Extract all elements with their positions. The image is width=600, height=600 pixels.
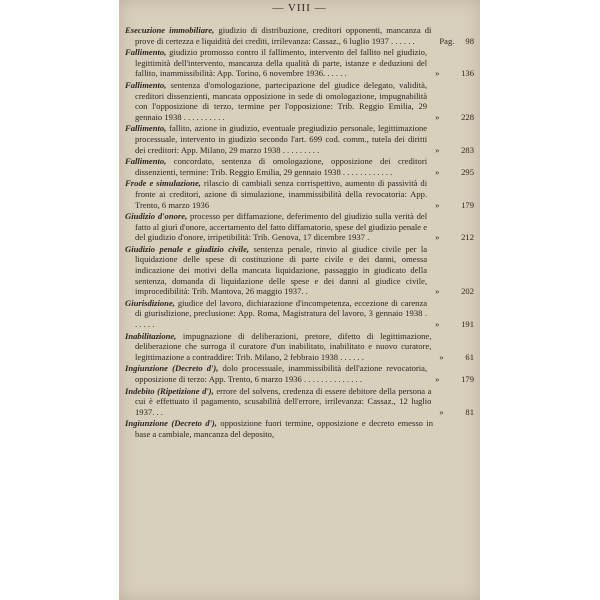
index-entry xyxy=(125,80,478,122)
entry-body: processo per diffamazione, deferimento del giudizio sulla verità del fatto al giurì d'onore, accertamento del fatto diffamatorio, spese del giudizio penale e del giudizio d'onore, irripetibilità: Trib. Genova, 17 dicembre 1937 . xyxy=(135,211,428,243)
entry-body: giudice del lavoro, dichiarazione d'incompetenza, eccezione di carenza di giurisdizione, preclusione: App. Roma, Magistratura del lavoro, 3 gennaio 1938 . . . . . . xyxy=(135,297,428,330)
page-prefix: » xyxy=(435,319,440,330)
entry-body: opposizione fuori termine, opposizione e decreto emesso in base a cambiale, mancanza del deposito, xyxy=(135,418,433,439)
entry-body: concordato, sentenza di omologazione, opposizione dei creditori dissenzienti, termine: Trib. Reggio Emilia, 29 gennaio 1938 . . . . . . . . . . . . xyxy=(135,156,428,177)
entry-body: giudizio promosso contro il fallimento, intervento del fallito nel giudizio, legittimità dell'intervento, mancanza della qualità di parte, istanze e deduzioni del fallito, inammissibilità: App. Torino, 6 novembre 1936. . . . . . xyxy=(135,47,428,79)
entry-body: giudizio di distribuzione, creditori opponenti, mancanza di prove di certezza e liquidità dei crediti, irrilevanza: Cassaz., 6 luglio 1937 . . . . . . xyxy=(135,25,432,46)
index-entries xyxy=(125,25,478,441)
page-number: 283 xyxy=(461,144,474,155)
page-number: 136 xyxy=(461,68,474,79)
entry-heading: Giudizio d'onore, xyxy=(125,211,188,222)
page-reference xyxy=(427,200,478,211)
index-entry xyxy=(125,386,478,418)
index-entry xyxy=(125,363,478,384)
page-prefix: » xyxy=(435,144,440,155)
page-reference xyxy=(431,407,478,418)
page-prefix: » xyxy=(435,166,440,177)
page-number: 202 xyxy=(461,286,474,297)
entry-heading: Fallimento, xyxy=(125,123,167,134)
page-reference xyxy=(427,68,478,79)
page-number: 61 xyxy=(465,351,474,362)
entry-text xyxy=(125,418,433,439)
page-reference xyxy=(427,167,478,178)
page-reference xyxy=(427,374,478,385)
page-prefix: » xyxy=(435,232,440,243)
index-entry xyxy=(125,25,478,46)
entry-heading: Giurisdizione, xyxy=(125,297,175,308)
page-number: 191 xyxy=(461,319,474,330)
book-page xyxy=(119,0,480,600)
page-prefix: » xyxy=(439,406,444,417)
entry-text xyxy=(125,123,427,155)
page-number: 295 xyxy=(461,166,474,177)
entry-body: rilascio di cambiali senza corrispettivo, aumento di passività di fronte ai creditori, azione di simulazione, inammissibilità della revocatoria: App. Trento, 6 marzo 1936 xyxy=(135,178,428,210)
entry-text xyxy=(125,331,431,363)
entry-heading: Giudizio penale e giudizio civile, xyxy=(125,243,250,254)
entry-body: errore del solvens, credenza di essere debitore della persona a cui è effettuato il pagamento, scusabilità dell'errore, irrilevanza: Cassaz., 12 luglio 1937. . . xyxy=(135,385,432,417)
entry-body: sentenza penale, rinvio al giudice civile per la liquidazione delle spese di costituzione di parte civile e dei danni, omessa indicazione dei motivi della mancata liquidazione, passaggio in giudicato della sentenza, domanda di liquidazione delle spese e dei danni al giudice civile, improcedibilità: Trib. Mantova, 26 maggio 1937. . xyxy=(135,243,428,297)
entry-text xyxy=(125,244,427,297)
page-prefix: » xyxy=(435,199,440,210)
index-entry xyxy=(125,331,478,363)
page-prefix: » xyxy=(435,111,440,122)
entry-body: dolo processuale, inammissibilità dell'azione revocatoria, opposizione di terzo: App. Trento, 6 marzo 1936 . . . . . . . . . . . . . . xyxy=(135,363,428,384)
index-entry xyxy=(125,123,478,155)
entry-body: sentenza d'omologazione, partecipazione del giudice delegato, validità, creditori dissenzienti, mancata opposizione in sede di omologazione, impugnabilità con l'opposizione di terzo, termine per l'opposizione: Trib. Reggio Emilia, 29 gennaio 1938 . . . . . . . . . . xyxy=(135,79,428,122)
index-entry xyxy=(125,156,478,177)
entry-text xyxy=(125,80,427,122)
entry-heading: Ingiunzione (Decreto d'), xyxy=(125,363,219,374)
entry-text xyxy=(125,178,427,210)
entry-heading: Esecuzione immobiliare, xyxy=(125,25,215,35)
entry-body: fallito, azione in giudizio, eventuale pregiudizio personale, legittimazione processuale, intervento in giudizio secondo l'art. 699 cod. comm., tutela dei diritti dei creditori: App. Milano, 29 marzo 1938 . . . . . . . . . xyxy=(135,123,428,155)
entry-heading: Fallimento, xyxy=(125,156,167,167)
page-number: 179 xyxy=(461,374,474,384)
page-header: — VIII — xyxy=(272,2,327,14)
entry-text xyxy=(125,25,431,46)
entry-heading: Indebito (Ripetizione d'), xyxy=(125,385,214,396)
page-number: 228 xyxy=(461,111,474,122)
page-reference xyxy=(431,352,478,363)
entry-heading: Ingiunzione (Decreto d'), xyxy=(125,418,217,429)
page-prefix: Pag. xyxy=(439,35,455,46)
page-prefix: » xyxy=(435,286,440,297)
entry-heading: Fallimento, xyxy=(125,79,167,90)
entry-text xyxy=(125,298,427,330)
index-entry xyxy=(125,178,478,210)
page-reference xyxy=(427,232,478,243)
page-reference xyxy=(431,36,478,47)
entry-text xyxy=(125,156,427,177)
page-reference xyxy=(427,286,478,297)
page-prefix: » xyxy=(435,68,440,79)
page-number: 179 xyxy=(461,199,474,210)
page-number: 81 xyxy=(465,406,474,417)
index-entry xyxy=(125,418,478,439)
index-entry xyxy=(125,244,478,297)
page-number: 98 xyxy=(465,35,474,46)
entry-heading: Frode e simulazione, xyxy=(125,178,201,189)
index-entry xyxy=(125,211,478,243)
page-number: 212 xyxy=(461,232,474,243)
entry-text xyxy=(125,363,427,384)
entry-text xyxy=(125,386,431,418)
entry-text xyxy=(125,211,427,243)
entry-body: impugnazione di deliberazioni, pretore, difetto di legittimazione, deliberazione che surroga il curatore d'un inabilitato, inabilitato e nuovo curatore, legittimazione a contraddire: Trib. Milano, 2 febbraio 1938 . . . . . . xyxy=(135,330,432,362)
index-entry xyxy=(125,298,478,330)
entry-text xyxy=(125,47,427,79)
page-reference xyxy=(427,145,478,156)
page-prefix: » xyxy=(439,351,444,362)
entry-heading: Fallimento, xyxy=(125,47,167,58)
page-reference xyxy=(427,319,478,330)
index-entry xyxy=(125,47,478,79)
page-reference xyxy=(427,112,478,123)
page-prefix: » xyxy=(435,374,440,384)
entry-heading: Inabilitazione, xyxy=(125,330,177,341)
